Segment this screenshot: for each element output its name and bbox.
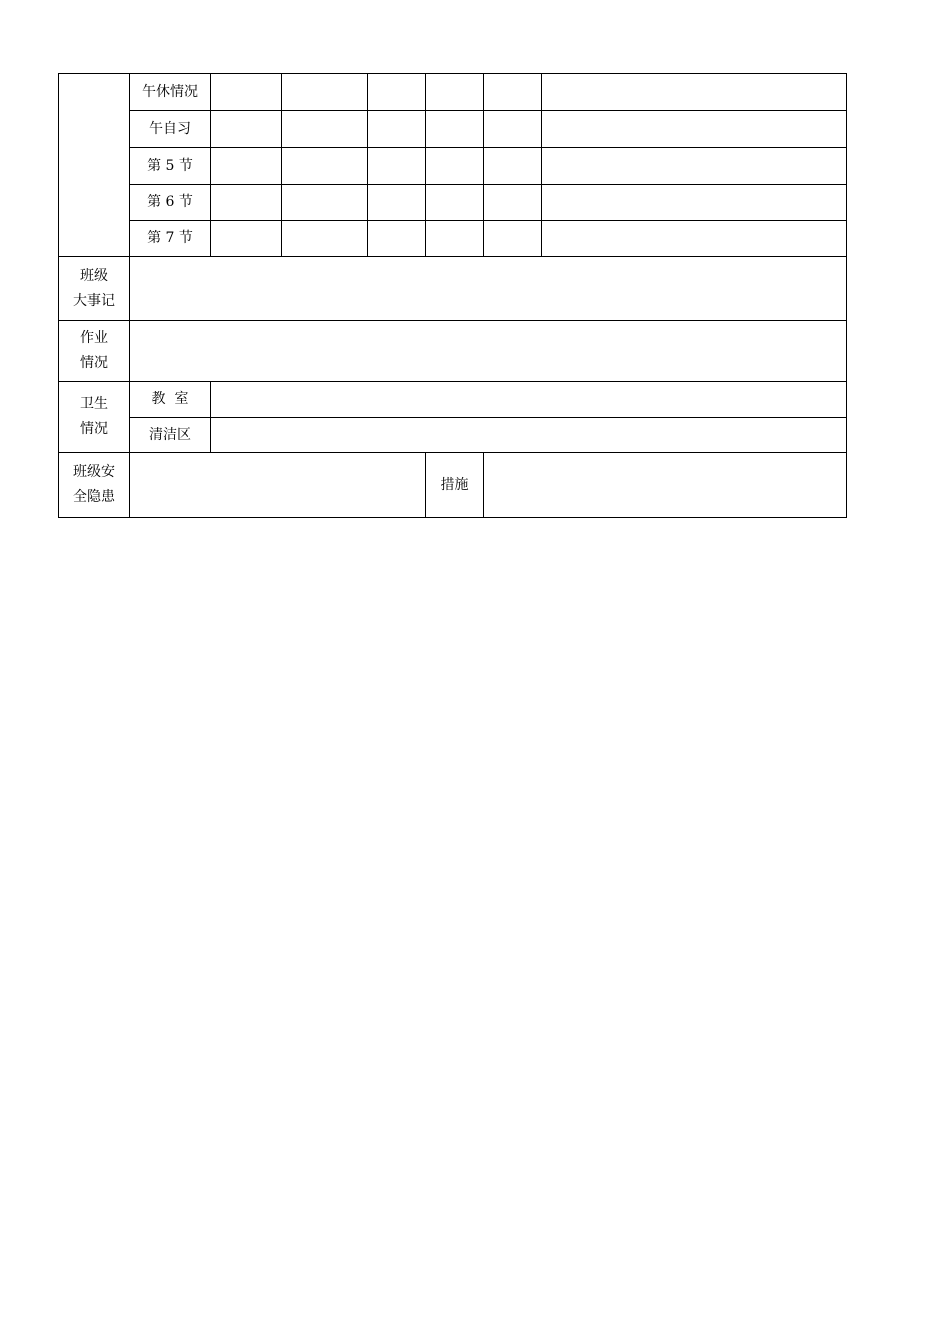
period-entry-cell[interactable] [282,185,368,221]
period-entry-cell[interactable] [368,221,426,257]
homework-row [59,321,847,382]
period-notes-cell[interactable] [542,185,847,221]
period-notes-cell[interactable] [542,111,847,148]
period-entry-cell[interactable] [426,221,484,257]
period-entry-cell[interactable] [211,185,282,221]
hygiene-clean-area-row [59,418,847,453]
measures-label: 措施 [440,476,469,493]
class-events-row [59,257,847,321]
classroom-label-cell [130,382,211,418]
period-entry-cell[interactable] [211,74,282,111]
period-entry-cell[interactable] [211,148,282,185]
period-entry-cell[interactable] [484,221,542,257]
period-label-cell [130,74,211,111]
period-label: 午自习 [149,120,191,137]
period-entry-cell[interactable] [368,148,426,185]
period-label-cell [130,185,211,221]
period-notes-cell[interactable] [542,221,847,257]
safety-label-line2: 全隐患 [73,489,115,505]
hygiene-label-line2: 情况 [80,421,108,437]
period-entry-cell[interactable] [282,111,368,148]
period-entry-cell[interactable] [282,221,368,257]
period-label: 午休情况 [142,83,198,100]
period-entry-cell[interactable] [484,74,542,111]
period-entry-cell[interactable] [426,74,484,111]
period-row [59,185,847,221]
homework-value-cell[interactable] [130,321,847,382]
safety-label-line1: 班级安 [73,464,115,480]
classroom-label: 教 室 [151,391,189,407]
period-label: 第 5 节 [147,157,193,174]
period-entry-cell[interactable] [211,111,282,148]
classroom-value-cell[interactable] [211,382,847,418]
clean-area-label: 清洁区 [149,426,191,443]
period-entry-cell[interactable] [282,148,368,185]
period-entry-cell[interactable] [484,111,542,148]
period-entry-cell[interactable] [211,221,282,257]
class-events-label-line2: 大事记 [73,292,115,309]
measures-label-cell [426,453,484,518]
period-entry-cell[interactable] [282,74,368,111]
class-log-table [58,73,847,518]
period-label: 第 7 节 [147,230,193,246]
class-events-label-line1: 班级 [80,267,108,284]
period-notes-cell[interactable] [542,148,847,185]
period-entry-cell[interactable] [368,185,426,221]
period-row [59,221,847,257]
hygiene-classroom-row [59,382,847,418]
hygiene-label-line1: 卫生 [80,396,108,412]
period-label-cell [130,221,211,257]
period-entry-cell[interactable] [426,148,484,185]
safety-label-cell [59,453,130,518]
period-label-cell [130,148,211,185]
clean-area-label-cell [130,418,211,453]
class-events-value-cell[interactable] [130,257,847,321]
period-row [59,148,847,185]
period-entry-cell[interactable] [368,74,426,111]
period-entry-cell[interactable] [426,185,484,221]
safety-hazard-value-cell[interactable] [130,453,426,518]
period-entry-cell[interactable] [426,111,484,148]
clean-area-value-cell[interactable] [211,418,847,453]
period-entry-cell[interactable] [484,185,542,221]
period-notes-cell[interactable] [542,74,847,111]
homework-label-line1: 作业 [80,330,108,346]
safety-row [59,453,847,518]
period-entry-cell[interactable] [484,148,542,185]
period-row [59,74,847,111]
measures-value-cell[interactable] [484,453,847,518]
homework-label-cell [59,321,130,382]
class-events-label-cell [59,257,130,321]
hygiene-label-cell [59,382,130,453]
period-entry-cell[interactable] [368,111,426,148]
period-row [59,111,847,148]
period-group-label-cell [59,74,130,257]
period-label: 第 6 节 [147,194,193,210]
period-label-cell [130,111,211,148]
homework-label-line2: 情况 [80,355,108,371]
